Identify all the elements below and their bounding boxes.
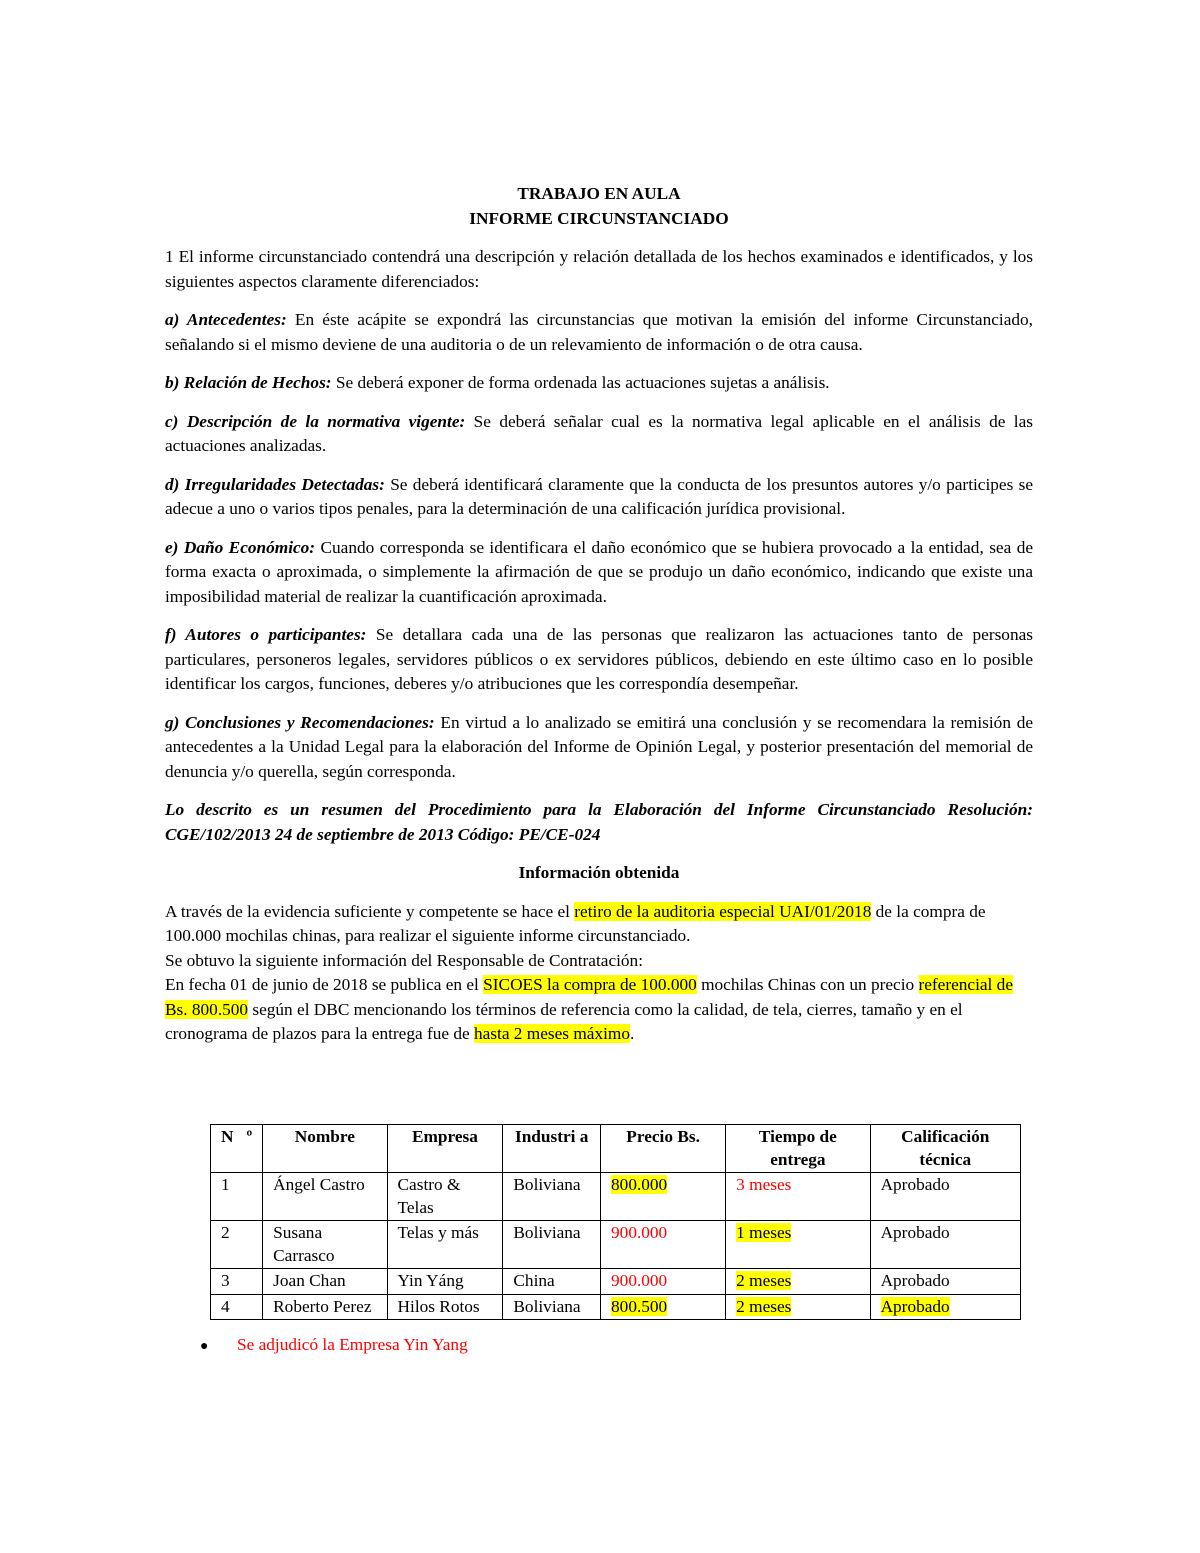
- cell-industry: China: [503, 1269, 601, 1295]
- header-number: N º: [211, 1125, 263, 1173]
- price-value: 800.000: [611, 1175, 668, 1194]
- cell-name: Ángel Castro: [263, 1173, 387, 1221]
- delivery-value: 2 meses: [736, 1271, 792, 1290]
- cell-name: Joan Chan: [263, 1269, 387, 1295]
- cell-price: [601, 1221, 726, 1269]
- price-value: 900.000: [611, 1271, 668, 1290]
- cell-rating: Aprobado: [870, 1221, 1020, 1269]
- info-p1-text-b: de la compra de 100.000 mochilas chinas, para realizar el siguiente informe circunstanciado.: [165, 901, 986, 945]
- delivery-value: 1 meses: [736, 1223, 792, 1242]
- info-paragraph-2: Se obtuvo la siguiente información del Responsable de Contratación:: [165, 950, 644, 970]
- item-g-text: En virtud a lo analizado se emitirá una conclusión y se recomendara la remisión de antecedentes a la Unidad Legal para la elaboración del Informe de Opinión Legal, y posterior presentación del memorial de denuncia y/o querella, según corresponda.: [165, 712, 1034, 781]
- item-e-label: e) Daño Económico:: [165, 537, 316, 557]
- item-f-text: Se detallara cada una de las personas que realizaron las actuaciones tanto de personas particulares, personeros legales, servidores públicos o ex servidores públicos, debiendo en este último caso en lo posible identificar los cargos, funciones, deberes y/o atribuciones que les correspondía desempeñar.: [165, 625, 1033, 693]
- cell-company: Yin Yáng: [387, 1269, 503, 1295]
- cell-delivery-time: [726, 1294, 870, 1320]
- cell-industry: Boliviana: [503, 1173, 601, 1221]
- cell-delivery-time: [726, 1173, 870, 1221]
- award-text: Se adjudicó la Empresa Yin Yang: [237, 1335, 468, 1354]
- cell-name: Roberto Perez: [263, 1294, 387, 1320]
- item-c: [165, 410, 1033, 459]
- item-b: [165, 371, 1033, 396]
- title-line-1: TRABAJO EN AULA: [517, 184, 681, 203]
- price-value: 800.500: [611, 1296, 668, 1316]
- info-p3-highlight-1: SICOES la compra de 100.000: [483, 975, 697, 994]
- bullet-icon: ●: [200, 1339, 209, 1354]
- cell-rating: Aprobado: [870, 1269, 1020, 1295]
- cell-rating: Aprobado: [870, 1173, 1020, 1221]
- award-bullet: [200, 1334, 468, 1358]
- cell-company: Castro & Telas: [387, 1173, 503, 1221]
- item-a-label: a) Antecedentes:: [165, 310, 287, 329]
- info-paragraph-1: [165, 900, 1033, 949]
- cell-number: 4: [211, 1294, 263, 1320]
- delivery-value: 2 meses: [736, 1296, 792, 1316]
- item-f: [165, 623, 1033, 697]
- info-p1-text-a: A través de la evidencia suficiente y competente se hace el: [165, 901, 575, 921]
- info-p3-highlight-2: referencial de Bs. 800.500: [165, 975, 1013, 1019]
- cell-industry: Boliviana: [503, 1294, 601, 1320]
- info-paragraph-3: [165, 973, 1033, 1047]
- item-b-text: Se deberá exponer de forma ordenada las actuaciones sujetas a análisis.: [331, 373, 830, 392]
- procedure-summary: Lo descrito es un resumen del Procedimiento para la Elaboración del Informe Circunstanciado Resolución: CGE/102/2013 24 de septiembre de 2013 Código: PE/CE-024: [165, 800, 1033, 844]
- cell-delivery-time: [726, 1221, 870, 1269]
- cell-industry: Boliviana: [503, 1221, 601, 1269]
- cell-rating: [870, 1294, 1020, 1320]
- cell-number: 3: [211, 1269, 263, 1295]
- info-p3-highlight-3: hasta 2 meses máximo: [473, 1024, 630, 1043]
- item-d-label: d) Irregularidades Detectadas:: [165, 474, 385, 494]
- rating-value: Aprobado: [880, 1296, 950, 1316]
- table-row: [211, 1221, 1021, 1269]
- intro-paragraph: 1 El informe circunstanciado contendrá una descripción y relación detallada de los hechos examinados e identificados, y los siguientes aspectos claramente diferenciados:: [165, 247, 1033, 291]
- item-c-text: Se deberá señalar cual es la normativa legal aplicable en el análisis de las actuaciones analizadas.: [165, 411, 1034, 455]
- item-a-text: En éste acápite se expondrá las circunstancias que motivan la emisión del informe Circunstanciado, señalando si el mismo deviene de una auditoria o de un relevamiento de información o de otra causa.: [165, 310, 1033, 354]
- cell-price: [601, 1269, 726, 1295]
- item-g: [165, 711, 1033, 785]
- item-a: [165, 308, 1033, 357]
- info-p3-text-c: según el DBC mencionando los términos de referencia como la calidad, de tela, cierres, tamaño y en el cronograma de plazos para la entrega fue de: [165, 999, 963, 1043]
- cell-company: Telas y más: [387, 1221, 503, 1269]
- cell-price: [601, 1294, 726, 1320]
- price-value: 900.000: [611, 1223, 668, 1242]
- item-d: [165, 473, 1033, 522]
- header-company: Empresa: [387, 1125, 503, 1173]
- document-body: [165, 182, 1033, 1047]
- cell-name: Susana Carrasco: [263, 1221, 387, 1269]
- item-b-label: b) Relación de Hechos:: [165, 373, 332, 392]
- header-delivery-time: Tiempo de entrega: [726, 1125, 870, 1173]
- item-g-label: g) Conclusiones y Recomendaciones:: [165, 712, 435, 732]
- header-technical-rating: Calificación técnica: [870, 1125, 1020, 1173]
- offers-table: [210, 1124, 1021, 1320]
- table-header-row: [211, 1125, 1021, 1173]
- info-p1-highlight: retiro de la auditoria especial UAI/01/2018: [574, 901, 872, 921]
- header-industry: Industri a: [503, 1125, 601, 1173]
- info-p3-text-d: .: [629, 1024, 635, 1043]
- delivery-value: 3 meses: [736, 1175, 792, 1194]
- cell-number: 2: [211, 1221, 263, 1269]
- item-c-label: c) Descripción de la normativa vigente:: [165, 411, 466, 431]
- cell-number: 1: [211, 1173, 263, 1221]
- cell-price: [601, 1173, 726, 1221]
- cell-delivery-time: [726, 1269, 870, 1295]
- info-p3-text-a: En fecha 01 de junio de 2018 se publica en el: [165, 975, 484, 994]
- item-e: [165, 536, 1033, 610]
- item-f-label: f) Autores o participantes:: [165, 625, 367, 644]
- section-title: Información obtenida: [518, 863, 680, 882]
- item-e-text: Cuando corresponda se identificara el daño económico que se hubiera provocado a la entidad, sea de forma exacta o aproximada, o simplemente la afirmación de que se produjo un daño económico, indicando que existe una imposibilidad material de realizar la cuantificación aproximada.: [165, 537, 1034, 606]
- title-line-2: INFORME CIRCUNSTANCIADO: [469, 208, 729, 228]
- item-d-text: Se deberá identificará claramente que la conducta de los presuntos autores y/o participes se adecue a uno o varios tipos penales, para la determinación de una calificación jurídica provisional.: [165, 474, 1033, 518]
- table-row: [211, 1269, 1021, 1295]
- info-p3-text-b: mochilas Chinas con un precio: [696, 975, 919, 994]
- header-price: Precio Bs.: [601, 1125, 726, 1173]
- table-row: [211, 1294, 1021, 1320]
- cell-company: Hilos Rotos: [387, 1294, 503, 1320]
- header-name: Nombre: [263, 1125, 387, 1173]
- table-row: [211, 1173, 1021, 1221]
